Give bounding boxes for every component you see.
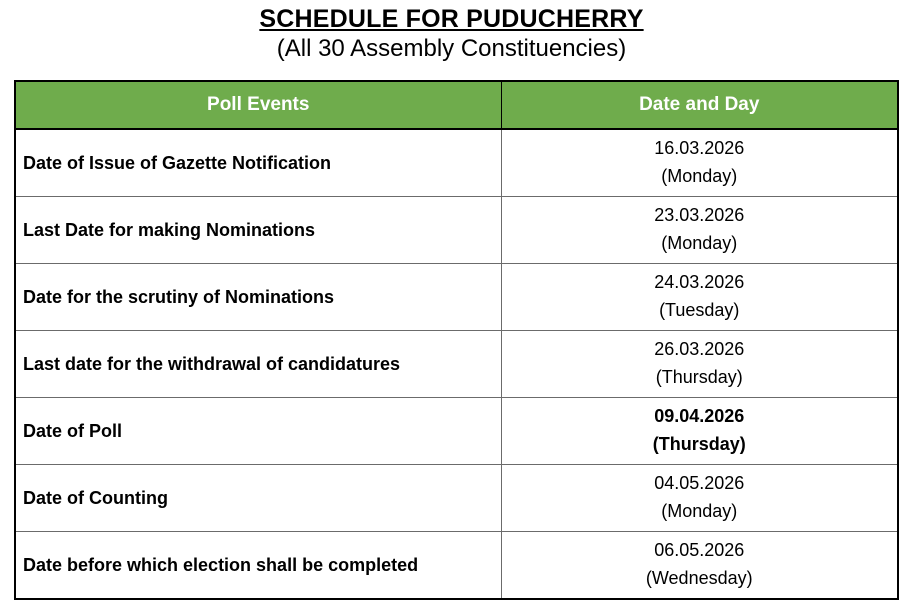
date-value: 06.05.2026 bbox=[654, 540, 745, 561]
table-row bbox=[15, 264, 898, 331]
page-title: SCHEDULE FOR PUDUCHERRY bbox=[259, 5, 644, 33]
day-value: (Monday) bbox=[661, 501, 738, 521]
date-cell bbox=[501, 532, 898, 600]
event-cell: Last date for the withdrawal of candidatures bbox=[15, 331, 501, 398]
date-cell bbox=[501, 197, 898, 264]
title-block bbox=[0, 0, 903, 64]
event-cell: Date of Poll bbox=[15, 398, 501, 465]
table-row bbox=[15, 398, 898, 465]
event-cell: Last Date for making Nominations bbox=[15, 197, 501, 264]
date-value: 09.04.2026 bbox=[654, 406, 745, 427]
date-cell bbox=[501, 398, 898, 465]
schedule-table bbox=[14, 80, 899, 600]
table-header-row bbox=[15, 81, 898, 129]
header-poll-events: Poll Events bbox=[15, 81, 501, 129]
event-cell: Date before which election shall be completed bbox=[15, 532, 501, 600]
header-date-and-day: Date and Day bbox=[501, 81, 898, 129]
day-value: (Thursday) bbox=[652, 434, 746, 454]
table-row bbox=[15, 331, 898, 398]
date-value: 26.03.2026 bbox=[654, 339, 745, 360]
event-cell: Date for the scrutiny of Nominations bbox=[15, 264, 501, 331]
date-value: 23.03.2026 bbox=[654, 205, 745, 226]
date-cell bbox=[501, 465, 898, 532]
day-value: (Wednesday) bbox=[645, 568, 753, 588]
date-cell bbox=[501, 331, 898, 398]
table-row bbox=[15, 465, 898, 532]
table-row bbox=[15, 532, 898, 600]
day-value: (Monday) bbox=[661, 166, 738, 186]
day-value: (Monday) bbox=[661, 233, 738, 253]
date-value: 16.03.2026 bbox=[654, 138, 745, 159]
table-row bbox=[15, 197, 898, 264]
table-body bbox=[15, 129, 898, 599]
date-value: 04.05.2026 bbox=[654, 473, 745, 494]
day-value: (Thursday) bbox=[655, 367, 743, 387]
event-cell: Date of Counting bbox=[15, 465, 501, 532]
page-subtitle: (All 30 Assembly Constituencies) bbox=[276, 35, 627, 62]
date-value: 24.03.2026 bbox=[654, 272, 745, 293]
date-cell bbox=[501, 129, 898, 197]
date-cell bbox=[501, 264, 898, 331]
day-value: (Tuesday) bbox=[659, 300, 740, 320]
event-cell: Date of Issue of Gazette Notification bbox=[15, 129, 501, 197]
table-row bbox=[15, 129, 898, 197]
